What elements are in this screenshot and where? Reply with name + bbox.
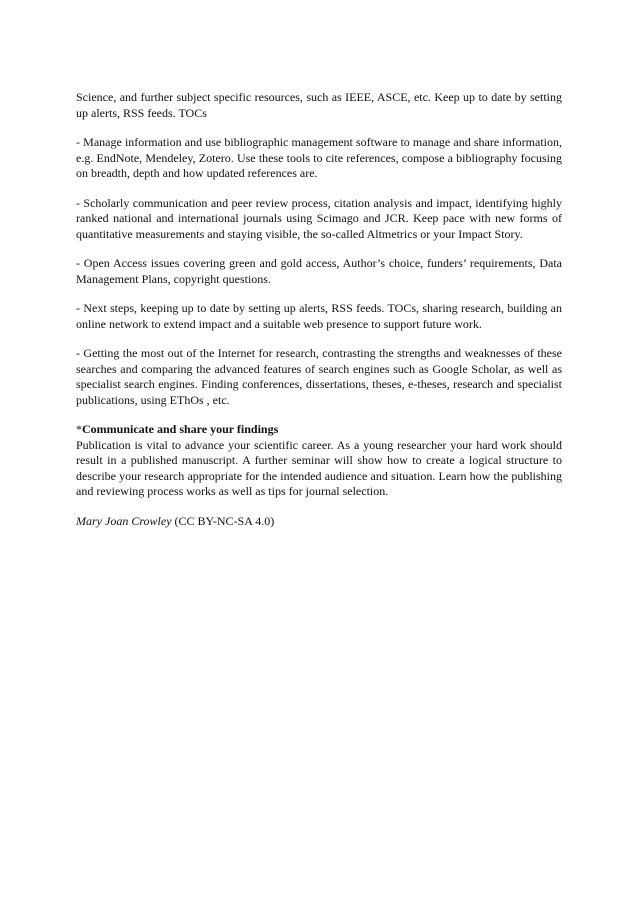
document-page	[76, 90, 562, 543]
paragraph-bibliographic-management: - Manage information and use bibliographic management software to manage and share information, e.g. EndNote, Mendeley, Zotero. Use these tools to cite references, compose a bibliography focusing on breadth, depth and how updated references are.	[76, 135, 562, 180]
paragraph-next-steps: - Next steps, keeping up to date by setting up alerts, RSS feeds. TOCs, sharing research, building an online network to extend impact and a suitable web presence to support future work.	[76, 301, 562, 331]
paragraph-open-access: - Open Access issues covering green and gold access, Author’s choice, funders’ requirements, Data Management Plans, copyright questions.	[76, 256, 562, 286]
paragraph-internet-research: - Getting the most out of the Internet for research, contrasting the strengths and weaknesses of these searches and comparing the advanced features of search engines such as Google Scholar, as well as specialist search engines. Finding conferences, dissertations, theses, e-theses, research and specialist publications, using EThOs , etc.	[76, 346, 562, 407]
section-communicate	[76, 422, 562, 500]
license-text: (CC BY-NC-SA 4.0)	[171, 513, 275, 528]
section-asterisk: *	[76, 422, 82, 436]
author-name: Mary Joan Crowley	[76, 513, 172, 528]
paragraph-resources: Science, and further subject specific resources, such as IEEE, ASCE, etc. Keep up to date by setting up alerts, RSS feeds. TOCs	[76, 90, 562, 120]
section-heading: Communicate and share your findings	[82, 422, 279, 436]
section-body: Publication is vital to advance your scientific career. As a young researcher your hard work should result in a published manuscript. A further seminar will show how to create a logical structure to describe your research appropriate for the intended audience and situation. Learn how the publishing and reviewing process works as well as tips for journal selection.	[76, 437, 562, 498]
attribution	[76, 514, 562, 530]
paragraph-scholarly-communication: - Scholarly communication and peer review process, citation analysis and impact, identifying highly ranked national and international journals using Scimago and JCR. Keep pace with new forms of quantitative measurements and staying visible, the so-called Altmetrics or your Impact Story.	[76, 195, 562, 241]
